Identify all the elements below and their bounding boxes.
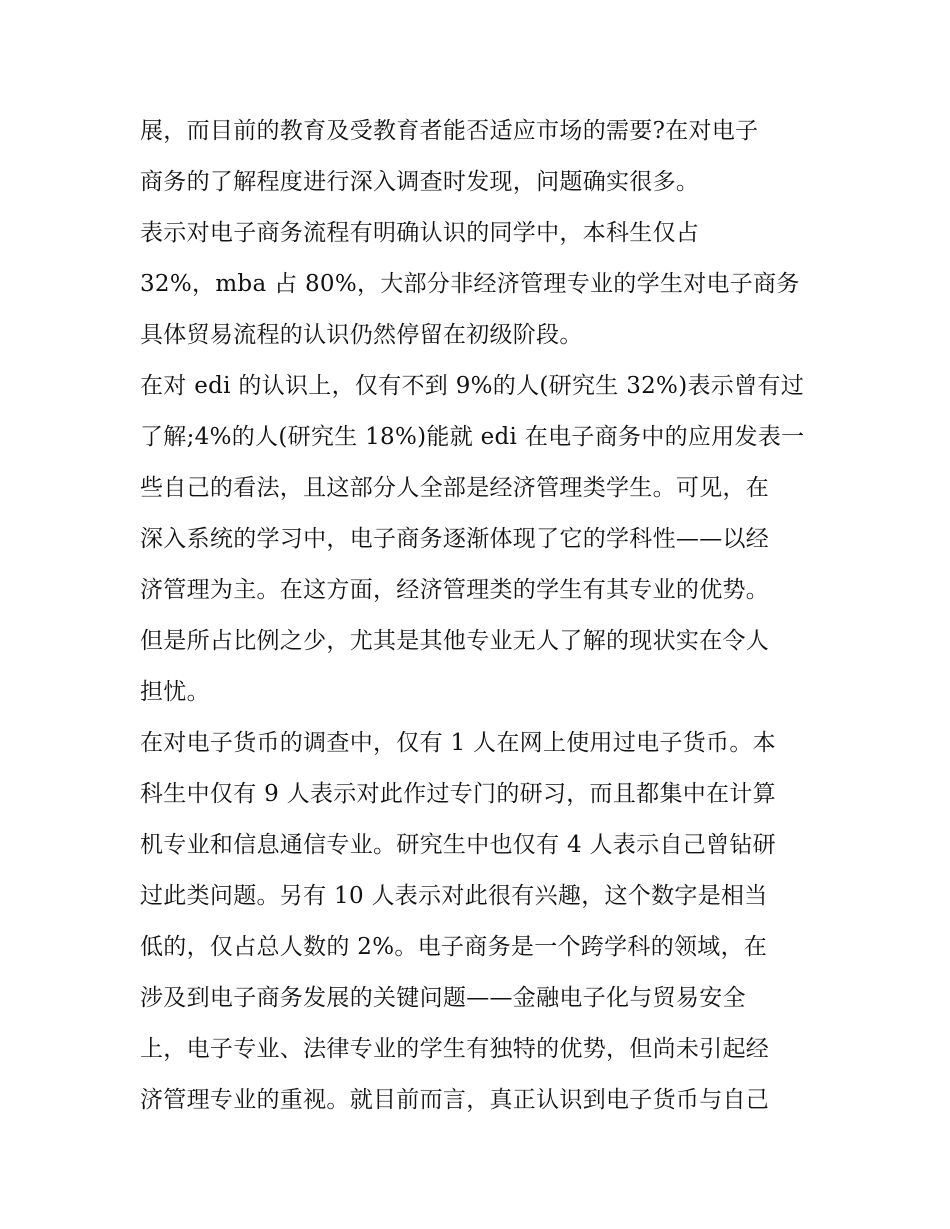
text-line: 但是所占比例之少，尤其是其他专业无人了解的现状实在令人	[140, 628, 770, 654]
text-line: 过此类问题。另有 10 人表示对此很有兴趣，这个数字是相当	[140, 883, 768, 909]
text-line: 涉及到电子商务发展的关键问题——金融电子化与贸易安全	[140, 985, 746, 1011]
text-line: 商务的了解程度进行深入调查时发现，问题确实很多。	[140, 169, 700, 195]
body-text	[140, 106, 820, 1126]
text-line: 具体贸易流程的认识仍然停留在初级阶段。	[140, 322, 583, 348]
text-line: 科生中仅有 9 人表示对此作过专门的研习，而且都集中在计算	[140, 781, 776, 807]
text-line: 了解;4%的人(研究生 18%)能就 edi 在电子商务中的应用发表一	[140, 424, 805, 450]
text-line: 表示对电子商务流程有明确认识的同学中，本科生仅占	[140, 220, 700, 246]
text-line: 深入系统的学习中，电子商务逐渐体现了它的学科性——以经	[140, 526, 770, 552]
text-line: 些自己的看法，且这部分人全部是经济管理类学生。可见，在	[140, 475, 770, 501]
text-line: 机专业和信息通信专业。研究生中也仅有 4 人表示自己曾钻研	[140, 832, 776, 858]
text-line: 上，电子专业、法律专业的学生有独特的优势，但尚未引起经	[140, 1036, 770, 1062]
text-line: 在对电子货币的调查中，仅有 1 人在网上使用过电子货币。本	[140, 730, 776, 756]
text-line: 低的，仅占总人数的 2%。电子商务是一个跨学科的领域，在	[140, 934, 768, 960]
text-line: 济管理为主。在这方面，经济管理类的学生有其专业的优势。	[140, 577, 770, 603]
text-line: 在对 edi 的认识上，仅有不到 9%的人(研究生 32%)表示曾有过	[140, 373, 804, 399]
text-line: 济管理专业的重视。就目前而言，真正认识到电子货币与自己	[140, 1087, 770, 1113]
text-line: 担忧。	[140, 679, 210, 705]
text-line: 展，而目前的教育及受教育者能否适应市场的需要?在对电子	[140, 118, 759, 144]
text-line: 32%，mba 占 80%，大部分非经济管理专业的学生对电子商务	[140, 271, 800, 297]
